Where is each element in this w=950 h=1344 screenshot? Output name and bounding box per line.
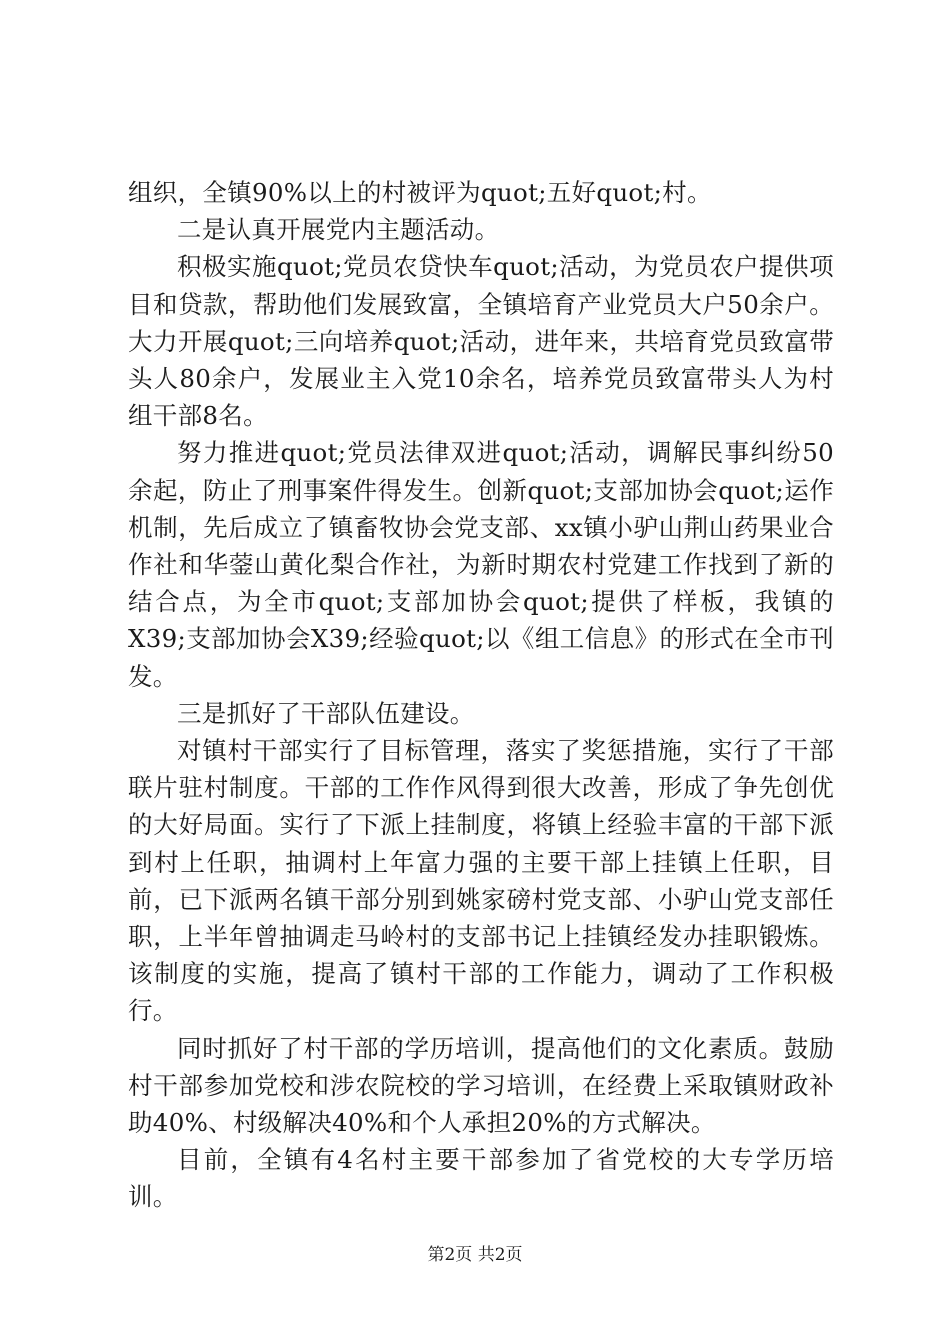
paragraph-cadre-management: 对镇村干部实行了目标管理，落实了奖惩措施，实行了干部联片驻村制度。干部的工作作风得到很大改善，形成了争先创优的大好局面。实行了下派上挂制度，将镇上经验丰富的干部下派到村上任职，抽调村上年富力强的主要干部上挂镇上任职，目前，已下派两名镇干部分别到姚家磅村党支部、小驴山党支部任职，上半年曾抽调走马岭村的支部书记上挂镇经发办挂职锻炼。该制度的实施，提高了镇村干部的工作能力，调动了工作积极行。: [128, 736, 834, 1026]
paragraph-continuation: 组织，全镇90%以上的村被评为quot;五好quot;村。: [128, 178, 712, 207]
page-number-footer: 第2页 共2页: [427, 1245, 523, 1265]
section-heading-cadre-building: 三是抓好了干部队伍建设。: [177, 698, 475, 728]
paragraph-education-training: 同时抓好了村干部的学历培训，提高他们的文化素质。鼓励村干部参加党校和涉农院校的学习培训，在经费上采取镇财政补助40%、村级解决40%和个人承担20%的方式解决。: [128, 1033, 834, 1138]
paragraph-loans-and-training: 积极实施quot;党员农贷快车quot;活动，为党员农户提供项目和贷款，帮助他们发展致富，全镇培育产业党员大户50余户。大力开展quot;三向培养quot;活动，进年来，共培育党员致富带头人80余户，发展业主入党10余名，培养党员致富带头人为村组干部8名。: [128, 252, 834, 431]
section-heading-party-activities: 二是认真开展党内主题活动。: [177, 215, 500, 245]
paragraph-current-status: 目前，全镇有4名村主要干部参加了省党校的大专学历培训。: [128, 1145, 834, 1212]
document-body: [128, 174, 834, 1216]
paragraph-legal-and-cooperatives: 努力推进quot;党员法律双进quot;活动，调解民事纠纷50余起，防止了刑事案件得发生。创新quot;支部加协会quot;运作机制，先后成立了镇畜牧协会党支部、xx镇小驴山荆山药果业合作社和华蓥山黄化梨合作社，为新时期农村党建工作找到了新的结合点，为全市quot;支部加协会quot;提供了样板，我镇的X39;支部加协会X39;经验quot;以《组工信息》的形式在全市刊发。: [128, 438, 834, 691]
